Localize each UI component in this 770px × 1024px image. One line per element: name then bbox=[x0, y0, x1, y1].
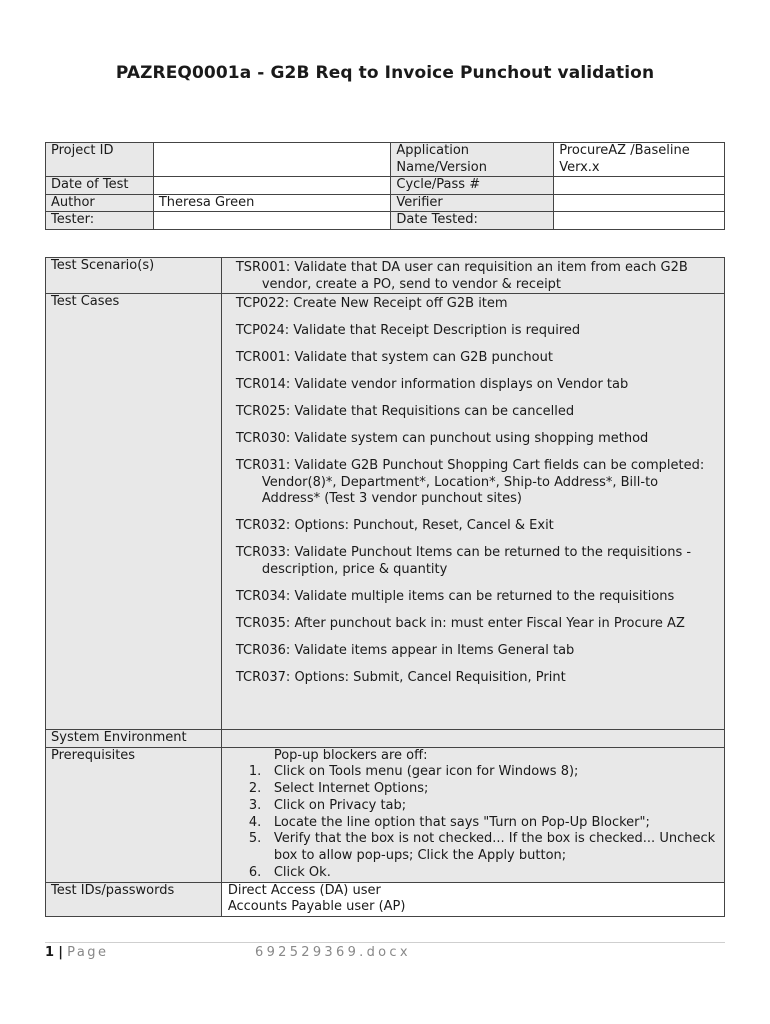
test-case-item: TCR031: Validate G2B Punchout Shopping Cart fields can be completed: Vendor(8)*, Department*, Location*, Ship-to Address*, Bill-to Address* (Test 3 vendor punchout sites) bbox=[235, 458, 705, 506]
test-case-item: TCR030: Validate system can punchout using shopping method bbox=[235, 431, 649, 446]
test-cases-label: Test Cases bbox=[46, 294, 222, 730]
table-row bbox=[46, 177, 725, 195]
prerequisites-steps bbox=[227, 764, 719, 882]
page-number: 1 bbox=[45, 945, 55, 960]
author-value: Theresa Green bbox=[153, 194, 391, 212]
application-label: Application Name/Version bbox=[391, 143, 554, 177]
project-id-label: Project ID bbox=[46, 143, 154, 177]
author-label: Author bbox=[46, 194, 154, 212]
table-row bbox=[46, 258, 725, 294]
list-item bbox=[227, 815, 719, 832]
verifier-value bbox=[554, 194, 725, 212]
table-row bbox=[46, 194, 725, 212]
test-details-table bbox=[45, 257, 725, 917]
list-item bbox=[227, 831, 719, 865]
system-environment-label: System Environment bbox=[46, 730, 222, 748]
page-label: Page bbox=[67, 945, 109, 960]
test-ids-cell bbox=[221, 882, 724, 916]
test-cases-cell bbox=[221, 294, 724, 730]
step-text: Verify that the box is not checked... If the box is checked... Uncheck box to allow pop-ups; Click the Apply button; bbox=[273, 831, 716, 864]
application-value: ProcureAZ /Baseline Verx.x bbox=[554, 143, 725, 177]
test-case-item: TCP024: Validate that Receipt Description is required bbox=[235, 323, 581, 338]
date-tested-value bbox=[554, 212, 725, 230]
step-text: Select Internet Options; bbox=[273, 781, 429, 797]
step-text: Locate the line option that says "Turn on Pop-Up Blocker"; bbox=[273, 814, 650, 830]
table-row bbox=[46, 143, 725, 177]
test-id-line: Accounts Payable user (AP) bbox=[227, 899, 406, 915]
list-item bbox=[227, 764, 719, 781]
date-of-test-label: Date of Test bbox=[46, 177, 154, 195]
cycle-label: Cycle/Pass # bbox=[391, 177, 554, 195]
list-item bbox=[227, 798, 719, 815]
test-ids-label: Test IDs/passwords bbox=[46, 882, 222, 916]
page-footer bbox=[45, 945, 725, 960]
step-text: Click on Tools menu (gear icon for Windows 8); bbox=[273, 764, 579, 780]
step-number: 3. bbox=[248, 797, 262, 813]
scenario-cell bbox=[221, 258, 724, 294]
test-case-item: TCP022: Create New Receipt off G2B item bbox=[235, 296, 508, 311]
date-of-test-value bbox=[153, 177, 391, 195]
test-case-item: TCR032: Options: Punchout, Reset, Cancel & Exit bbox=[235, 518, 554, 533]
table-row bbox=[46, 730, 725, 748]
prerequisites-label: Prerequisites bbox=[46, 747, 222, 882]
step-text: Click on Privacy tab; bbox=[273, 797, 407, 813]
date-tested-label: Date Tested: bbox=[391, 212, 554, 230]
cycle-value bbox=[554, 177, 725, 195]
file-name: 692529369.docx bbox=[255, 945, 411, 960]
table-row bbox=[46, 882, 725, 916]
test-case-item: TCR033: Validate Punchout Items can be returned to the requisitions - description, price & quantity bbox=[235, 545, 692, 577]
list-item bbox=[227, 865, 719, 882]
test-case-item: TCR036: Validate items appear in Items General tab bbox=[235, 642, 575, 658]
prerequisites-intro: Pop-up blockers are off: bbox=[273, 747, 428, 763]
step-number: 6. bbox=[248, 865, 262, 881]
scenario-label: Test Scenario(s) bbox=[46, 258, 222, 294]
prerequisites-cell bbox=[221, 747, 724, 882]
test-id-line: Direct Access (DA) user bbox=[227, 882, 381, 898]
test-case-item: TCR025: Validate that Requisitions can be cancelled bbox=[235, 404, 575, 419]
table-row bbox=[46, 294, 725, 730]
tester-label: Tester: bbox=[46, 212, 154, 230]
test-case-item: TCR014: Validate vendor information displays on Vendor tab bbox=[235, 377, 629, 392]
step-number: 5. bbox=[248, 831, 262, 847]
document-title: PAZREQ0001a - G2B Req to Invoice Punchout validation bbox=[115, 63, 655, 83]
footer-separator: | bbox=[58, 945, 63, 960]
list-item bbox=[227, 781, 719, 798]
step-number: 1. bbox=[248, 764, 262, 780]
test-case-item: TCR034: Validate multiple items can be returned to the requisitions bbox=[235, 588, 675, 604]
tester-value bbox=[153, 212, 391, 230]
test-case-item: TCR035: After punchout back in: must enter Fiscal Year in Procure AZ bbox=[235, 615, 685, 631]
step-text: Click Ok. bbox=[273, 865, 331, 881]
step-number: 4. bbox=[248, 814, 262, 830]
table-row bbox=[46, 212, 725, 230]
test-case-item: TCR001: Validate that system can G2B punchout bbox=[235, 350, 553, 365]
footer-divider bbox=[45, 942, 725, 943]
project-id-value bbox=[153, 143, 391, 177]
table-row bbox=[46, 747, 725, 882]
project-info-table bbox=[45, 142, 725, 230]
verifier-label: Verifier bbox=[391, 194, 554, 212]
scenario-text: TSR001: Validate that DA user can requisition an item from each G2B vendor, create a PO, send to vendor & receipt bbox=[235, 260, 688, 292]
test-case-item: TCR037: Options: Submit, Cancel Requisition, Print bbox=[235, 669, 566, 685]
step-number: 2. bbox=[248, 781, 262, 797]
system-environment-value bbox=[221, 730, 724, 748]
